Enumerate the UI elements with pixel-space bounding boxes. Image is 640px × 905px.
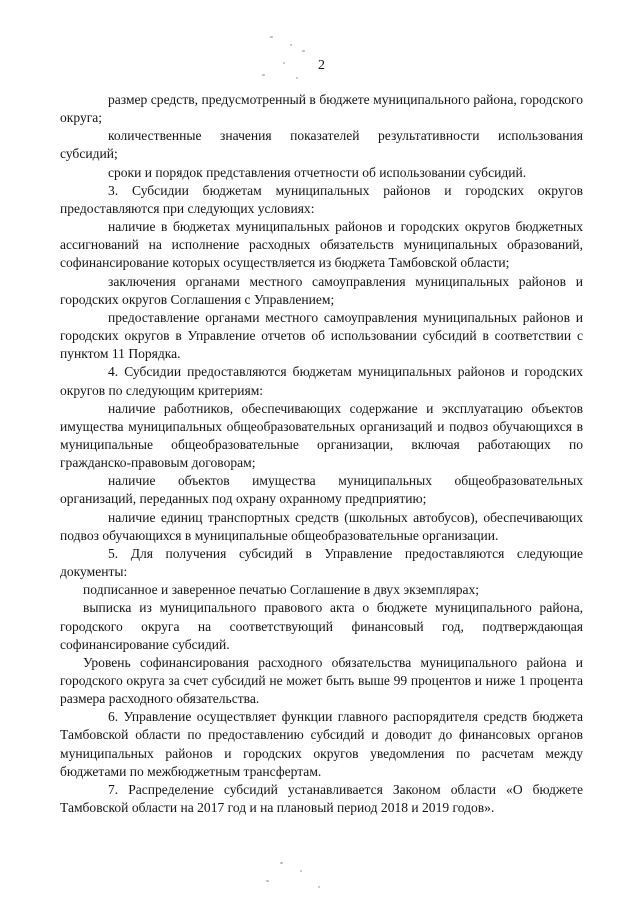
- paragraph-budget-allocations: наличие в бюджетах муниципальных районов и городских округов бюджетных ассигнований на исполнение расходных обязательств муниципальных образований, софинансирование которых осуществляется из бюджета Тамбовской области;: [60, 219, 583, 271]
- scan-speckle: [290, 44, 292, 46]
- scan-speckle: [318, 886, 320, 888]
- paragraph-clause-3: 3. Субсидии бюджетам муниципальных районов и городских округов предоставляются при следующих условиях:: [60, 182, 583, 216]
- paragraph-staff-criterion: наличие работников, обеспечивающих содержание и эксплуатацию объектов имущества муниципальных общеобразовательных организаций и подвоз обучающихся в муниципальные общеобразовательные организации, включая работающих по гражданско-правовым договорам;: [60, 400, 583, 471]
- paragraph-agreement-conclusion: заключения органами местного самоуправления муниципальных районов и городских округов Соглашения с Управлением;: [60, 273, 583, 307]
- paragraph-reports-submission: предоставление органами местного самоуправления муниципальных районов и городских округов в Управление отчетов об использовании субсидий в соответствии с пунктом 11 Порядка.: [60, 309, 583, 362]
- scan-speckle: [280, 862, 283, 864]
- page-number: 2: [318, 58, 325, 73]
- scan-speckle: [302, 50, 305, 52]
- document-body: [60, 91, 583, 817]
- scan-speckle: [296, 77, 298, 79]
- paragraph-clause-4: 4. Субсидии предоставляются бюджетам муниципальных районов и городских округов по следующим критериям:: [60, 364, 583, 398]
- scan-speckle: [300, 870, 302, 872]
- paragraph-signed-agreement: подписанное и заверенное печатью Соглашение в двух экземплярах;: [83, 582, 480, 598]
- paragraph-performance-indicators: количественные значения показателей результативности использования субсидий;: [60, 128, 583, 162]
- paragraph-cofinancing-level: Уровень софинансирования расходного обязательства муниципального района и городского округа за счет субсидий не может быть выше 99 процентов и ниже 1 процента размера расходного обязательства.: [60, 654, 583, 707]
- scan-speckle: [266, 880, 269, 882]
- paragraph-transport-criterion: наличие единиц транспортных средств (школьных автобусов), обеспечивающих подвоз обучающихся в муниципальные общеобразовательные организации.: [60, 509, 583, 543]
- paragraph-clause-5: 5. Для получения субсидий в Управление предоставляются следующие документы:: [60, 545, 583, 580]
- scan-speckle: [270, 36, 273, 38]
- paragraph-clause-6: 6. Управление осуществляет функции главного распорядителя средств бюджета Тамбовской области по предоставлению субсидий и доводит до финансовых органов муниципальных районов и городских округов уведомления по расчетам между бюджетами по межбюджетным трансфертам.: [60, 709, 583, 779]
- scan-speckle: [283, 62, 285, 64]
- paragraph-reporting-terms: сроки и порядок представления отчетности об использовании субсидий.: [108, 164, 527, 180]
- paragraph-clause-7: 7. Распределение субсидий устанавливается Законом области «О бюджете Тамбовской области на 2017 год и на плановый период 2018 и 2019 годов».: [60, 781, 583, 816]
- paragraph-security-criterion: наличие объектов имущества муниципальных общеобразовательных организаций, переданных под охрану охранному предприятию;: [60, 473, 583, 507]
- paragraph-legal-act-extract: выписка из муниципального правового акта о бюджете муниципального района, городского округа на соответствующий финансовый год, подтверждающая софинансирование субсидий.: [60, 600, 583, 652]
- paragraph-budget-amount: размер средств, предусмотренный в бюджете муниципального района, городского округа;: [60, 92, 583, 126]
- scan-speckle: [262, 74, 265, 76]
